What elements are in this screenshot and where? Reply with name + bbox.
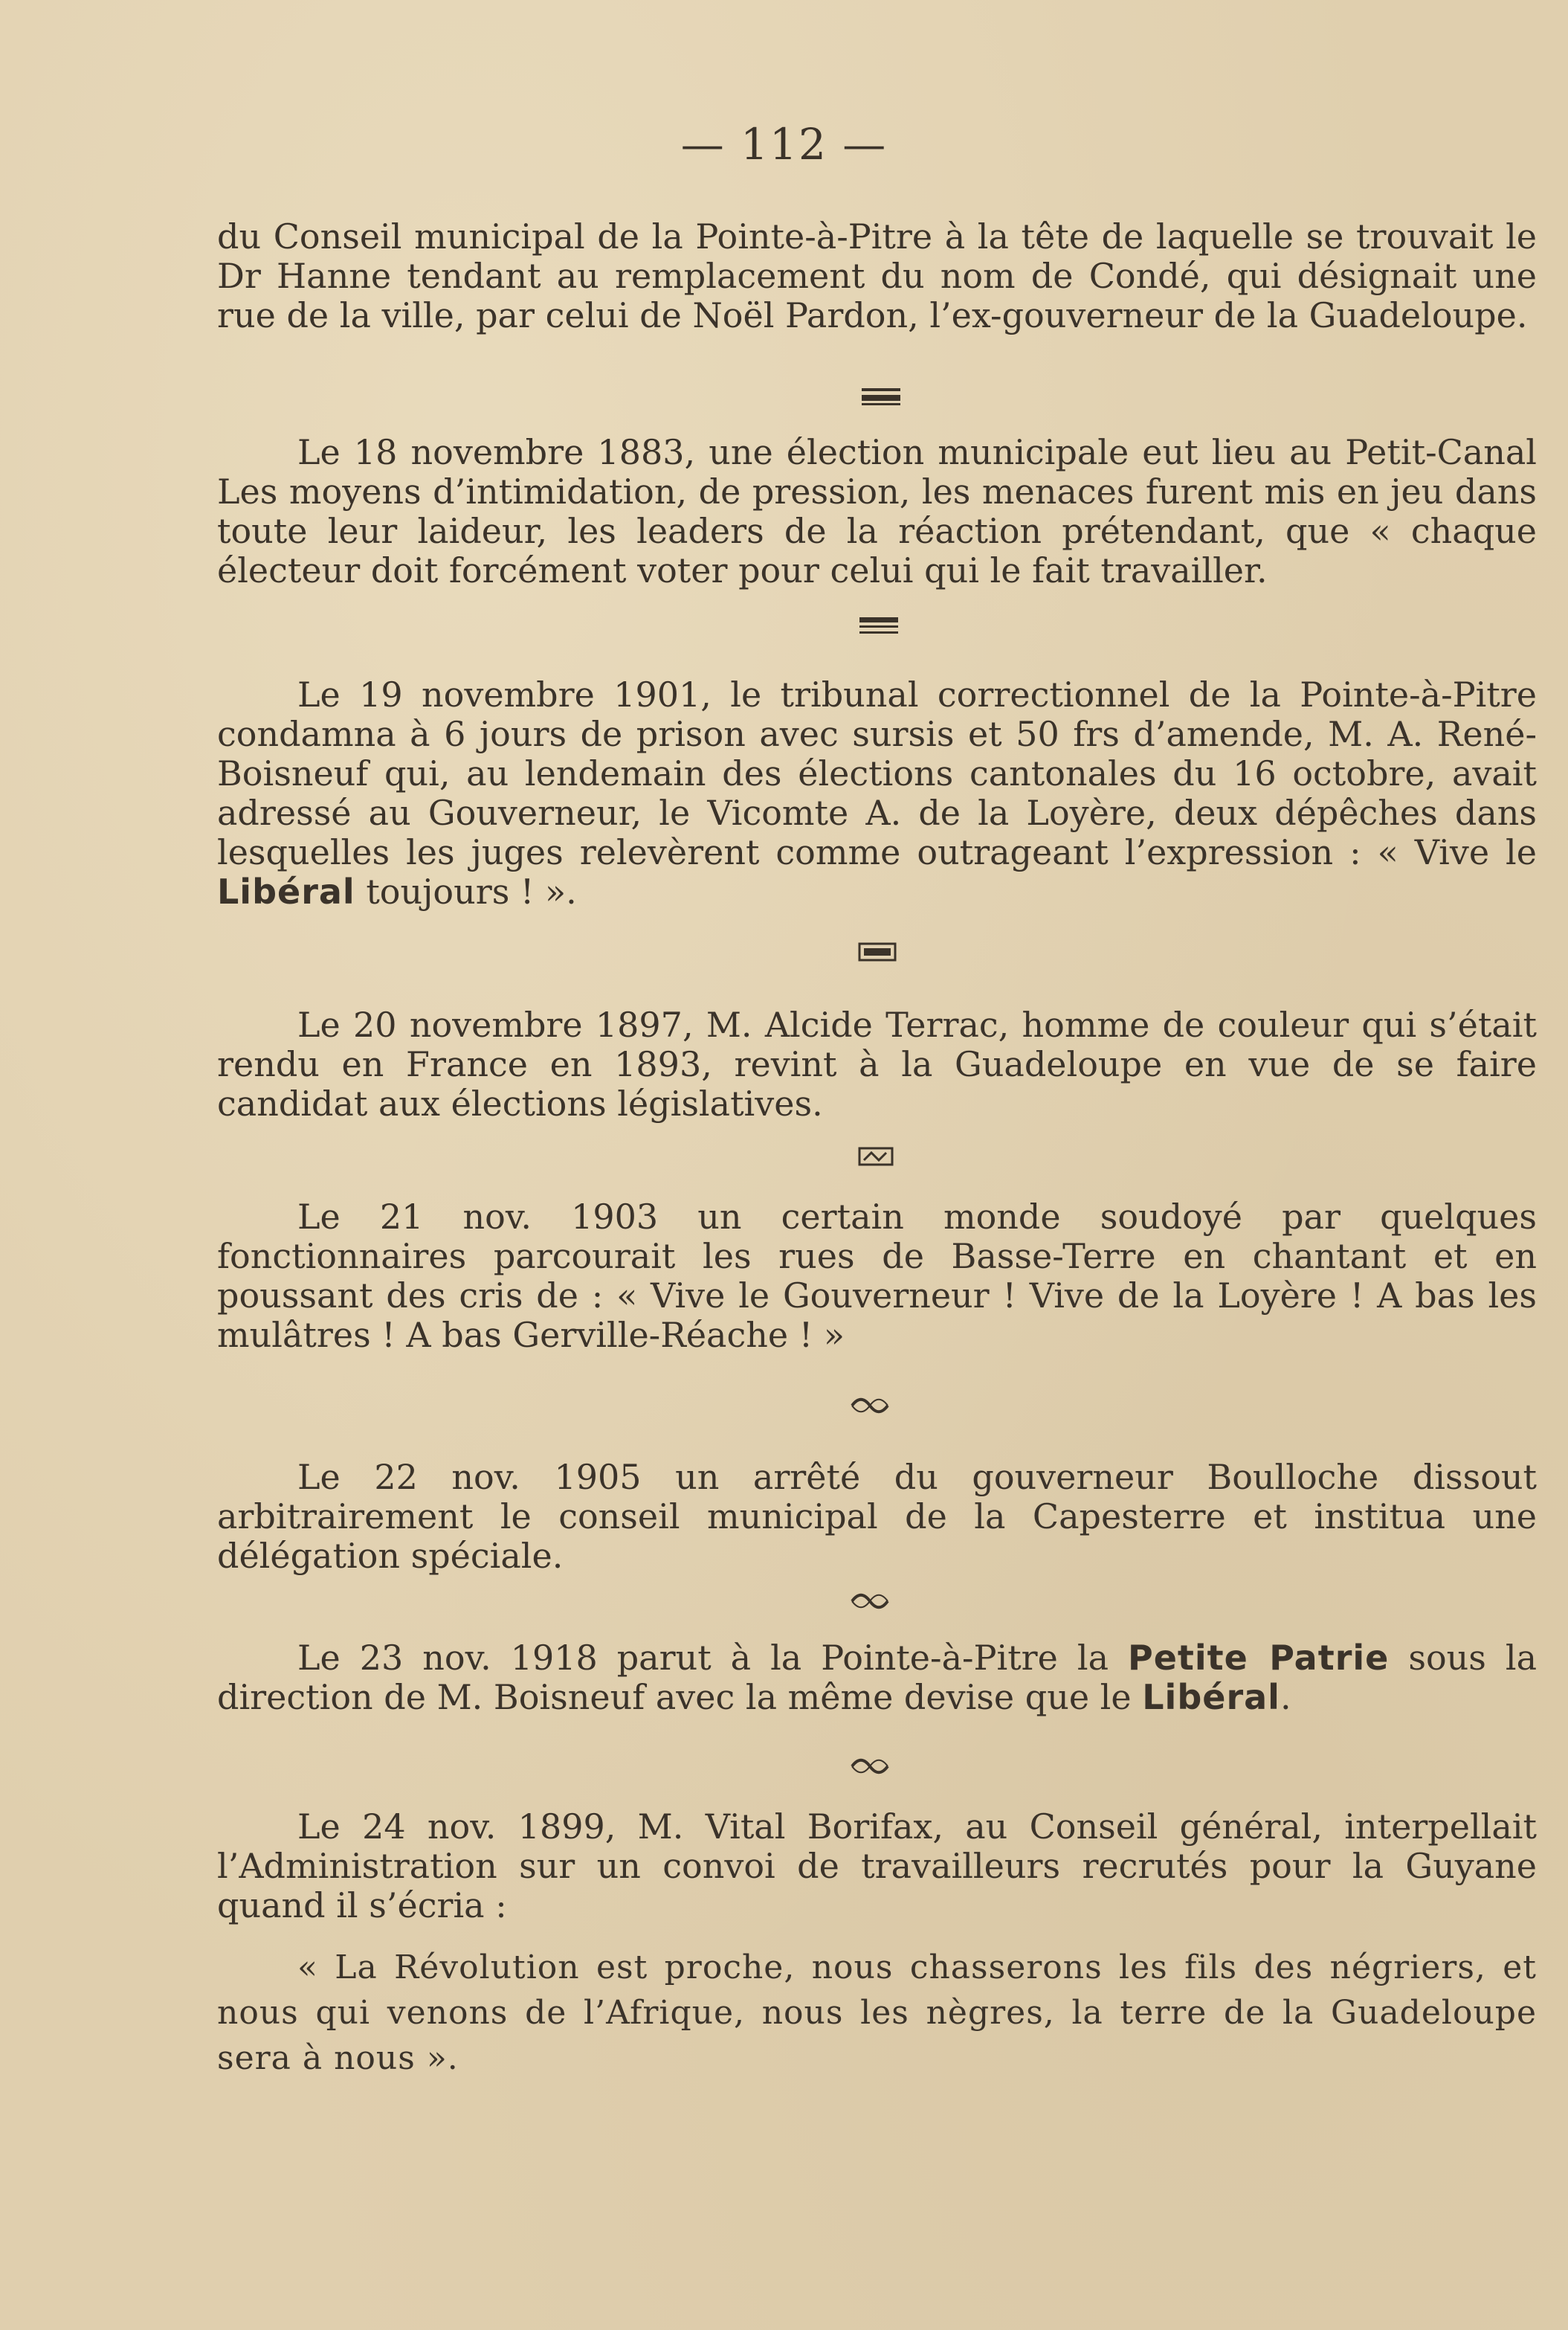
scroll-ornament: [848, 1590, 892, 1612]
petite-patrie-title: Petite Patrie: [1127, 1638, 1390, 1678]
quotation-block: [217, 1945, 1537, 2081]
page-number: — 112 —: [680, 119, 888, 170]
paragraph-text: Le 19 novembre 1901, le tribunal correctionnel de la Pointe-à-Pitre condamna à 6 jours de prison avec sursis et 50 frs d’amende, M. A. René-Boisneuf qui, au lendemain des élections cantonales du 16 octobre, avait adressé au Gouverneur, le Vicomte A. de la Loyère, deux dépêches dans lesquelles les juges relevèrent comme outrageant l’expression : « Vive le: [217, 675, 1537, 872]
stamp-ornament: [854, 1145, 898, 1168]
paragraph-text: Le 24 nov. 1899, M. Vital Borifax, au Conseil général, interpellait l’Administration sur un convoi de travailleurs recrutés pour la Guyane quand il s’écria :: [217, 1806, 1537, 1925]
liberal-title: Libéral: [1142, 1677, 1280, 1717]
paragraph-election-petit-canal: [217, 433, 1537, 590]
double-bar-ornament: [856, 614, 901, 637]
scroll-ornament: [848, 1394, 892, 1417]
paragraph-borifax: [217, 1807, 1537, 1925]
paragraph-conseil-municipal: [217, 217, 1537, 335]
paragraph-tribunal: [217, 675, 1537, 912]
paragraph-text: Le 18 novembre 1883, une élection municipale eut lieu au Petit-Canal Les moyens d’intimidation, de pression, les menaces furent mis en jeu dans toute leur laideur, les leaders de la réaction prétendant, que « chaque électeur doit forcément voter pour celui qui le fait travailler.: [217, 432, 1537, 590]
double-bar-ornament: [859, 385, 903, 408]
paragraph-text-end: .: [1280, 1677, 1291, 1717]
paragraph-boulloche: [217, 1458, 1537, 1576]
paragraph-text-end: toujours ! ».: [355, 872, 577, 912]
quotation-text: « La Révolution est proche, nous chasserons les fils des négriers, et nous qui venons de l’Afrique, nous les nègres, la terre de la Guadeloupe sera à nous ».: [217, 1948, 1537, 2077]
paragraph-text: Le 22 nov. 1905 un arrêté du gouverneur Boulloche dissout arbitrairement le conseil municipal de la Capesterre et institua une délégation spéciale.: [217, 1457, 1537, 1576]
paragraph-text: Le 23 nov. 1918 parut à la Pointe-à-Pitre la: [297, 1638, 1128, 1678]
paragraph-text: du Conseil municipal de la Pointe-à-Pitre à la tête de laquelle se trouvait le Dr Hanne tendant au remplacement du nom de Condé, qui désignait une rue de la ville, par celui de Noël Pardon, l’ex-gouverneur de la Guadeloupe.: [217, 216, 1537, 335]
stamp-ornament: [855, 941, 900, 963]
scroll-ornament: [848, 1755, 892, 1777]
paragraph-text-mid: sous la direction de M. Boisneuf avec la même devise que le: [217, 1638, 1537, 1717]
paragraph-text: Le 20 novembre 1897, M. Alcide Terrac, homme de couleur qui s’était rendu en France en 1893, revint à la Guadeloupe en vue de se faire candidat aux élections législatives.: [217, 1005, 1537, 1124]
liberal-title: Libéral: [217, 872, 355, 912]
paragraph-alcide-terrac: [217, 1005, 1537, 1124]
paragraph-petite-patrie: [217, 1638, 1537, 1717]
paragraph-text: Le 21 nov. 1903 un certain monde soudoyé par quelques fonctionnaires parcourait les rues de Basse-Terre en chantant et en poussant des cris de : « Vive le Gouverneur ! Vive de la Loyère ! A bas les mulâtres ! A bas Gerville-Réache ! »: [217, 1197, 1537, 1355]
paragraph-basse-terre: [217, 1197, 1537, 1355]
